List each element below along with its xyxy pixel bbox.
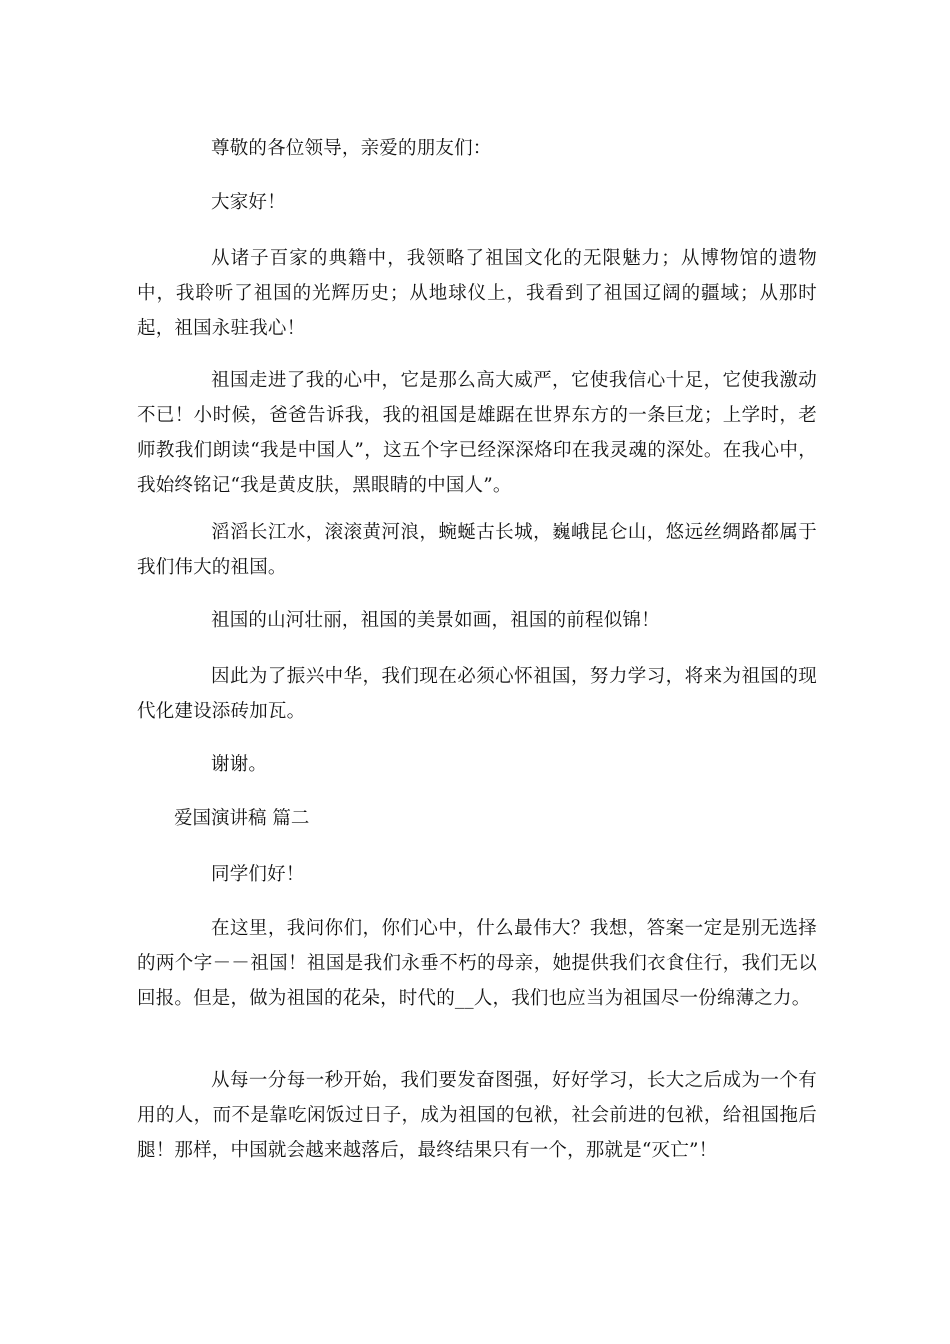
paragraph-rivers: 滔滔长江水，滚滚黄河浪，蜿蜒古长城，巍峨昆仑山，悠远丝绸路都属于我们伟大的祖国。	[137, 522, 817, 578]
paragraph-thanks: 谢谢。	[211, 754, 268, 775]
paragraph-revitalize: 因此为了振兴中华，我们现在必须心怀祖国，努力学习，将来为祖国的现代化建设添砖加瓦。	[137, 666, 817, 722]
paragraph-culture: 从诸子百家的典籍中，我领略了祖国文化的无限魅力；从博物馆的遗物中，我聆听了祖国的光辉历史；从地球仪上，我看到了祖国辽阔的疆域；从那时起，祖国永驻我心！	[137, 248, 817, 339]
paragraph-question: 在这里，我问你们，你们心中，什么最伟大？我想，答案一定是别无选择的两个字－－祖国！祖国是我们永垂不朽的母亲，她提供我们衣食住行，我们无以回报。但是，做为祖国的花朵，时代的__人，我们也应当为祖国尽一份绵薄之力。	[137, 918, 817, 1009]
paragraph-motherland-heart: 祖国走进了我的心中，它是那么高大威严，它使我信心十足，它使我激动不已！小时候，爸爸告诉我，我的祖国是雄踞在世界东方的一条巨龙；上学时，老师教我们朗读“我是中国人”，这五个字已经深深烙印在我灵魂的深处。在我心中，我始终铭记“我是黄皮肤，黑眼睛的中国人”。	[137, 370, 817, 496]
section-title: 爱国演讲稿 篇二	[174, 808, 310, 829]
paragraph-greeting: 尊敬的各位领导，亲爱的朋友们：	[211, 138, 492, 159]
paragraph-scenery: 祖国的山河壮丽，祖国的美景如画，祖国的前程似锦！	[211, 610, 660, 631]
paragraph-hello: 大家好！	[211, 192, 286, 213]
paragraph-students-hello: 同学们好！	[211, 864, 305, 885]
paragraph-study: 从每一分每一秒开始，我们要发奋图强，好好学习，长大之后成为一个有用的人，而不是靠吃闲饭过日子，成为祖国的包袱，社会前进的包袱，给祖国拖后腿！那样，中国就会越来越落后，最终结果只有一个，那就是“灭亡”！	[137, 1070, 817, 1161]
